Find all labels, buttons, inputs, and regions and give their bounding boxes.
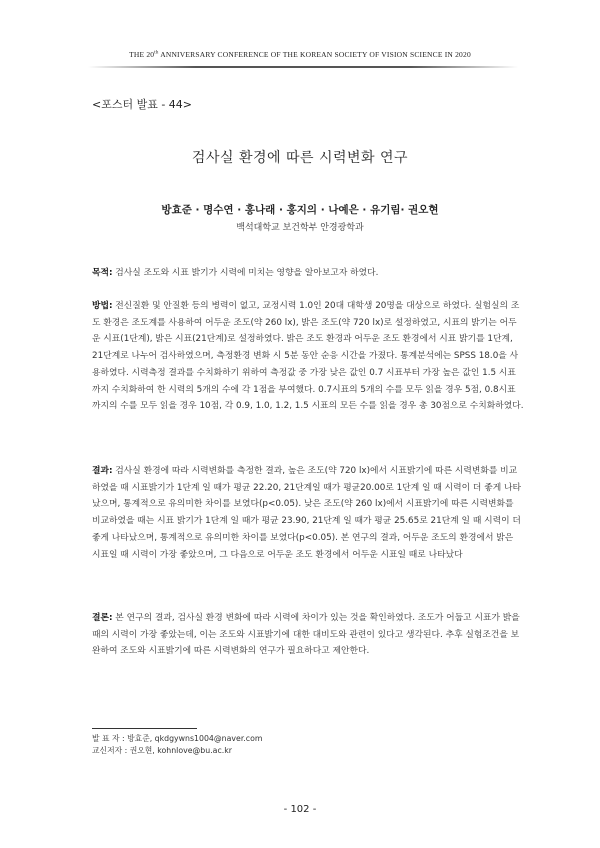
section-text: 전신질환 및 안질환 등의 병력이 없고, 교정시력 1.0인 20대 대학생 20명을 대상으로 하였다. 실험실의 조도 환경은 조도계를 사용하여 어두운 조도(약 260 lx), 밝은 조도(약 720 lx)로 설정하였고, 시표의 밝기는 어두운 시표(1단계), 밝은 시표(21단계)로 설정하였다. 밝은 조도 환경과 어두운 조도 환경에서 시표 밝기를 1단계, 21단계로 나누어 검사하였으며, 측정환경 변화 시 5분 동안 순응 시간을 가졌다. 통계분석에는 SPSS 18.0을 사용하였다. 시력측정 결과를 수치화하기 위하여 측정값 중 가장 낮은 값인 0.7 시표부터 가장 높은 값인 1.5 시표까지 수치화하여 한 시력의 5개의 수에 각 1점을 부여했다. 0.7시표의 5개의 수를 모두 읽을 경우 5점, 0.8시표까지의 수를 모두 읽을 경우 10점, 각 0.9, 1.0, 1.2, 1.5 시표의 모든 수를 읽을 경우 총 30점으로 수치화하였다. (92, 301, 524, 412)
footnote-presenter: 발 표 자 : 방효준, qkdgywns1004@naver.com (92, 734, 263, 743)
affiliation: 백석대학교 보건학부 안경광학과 (236, 223, 364, 233)
footnote-corresponding-author: 교신저자 : 권오현, kohnlove@bu.ac.kr (92, 746, 232, 755)
page-number: - 102 - (283, 804, 317, 815)
section-purpose (92, 265, 524, 282)
paper-title: 검사실 환경에 따른 시력변화 연구 (191, 150, 409, 166)
section-label: 방법: (92, 301, 113, 311)
conference-header: THE 20th ANNIVERSARY CONFERENCE OF THE KOREAN SOCIETY OF VISION SCIENCE IN 2020 (129, 50, 471, 59)
section-methods (92, 298, 524, 415)
section-text: 검사실 환경에 따라 시력변화를 측정한 결과, 높은 조도(약 720 lx)에서 시표밝기에 따른 시력변화를 비교하였을 때 시표밝기가 1단계 일 때가 평균 22.20, 21단계일 때가 평균20.00로 1단계 일 때 시력이 더 좋게 나타났으며, 통계적으로 유의미한 차이를 보였다(p<0.05). 낮은 조도(약 260 lx)에서 시표밝기에 따른 시력변화를 비교하였을 때는 시표 밝기가 1단계 일 때가 평균 23.90, 21단계 일 때가 평균 25.65로 21단계 일 때 시력이 더 좋게 나타났으며, 통계적으로 유의미한 차이를 보였다(p<0.05). 본 연구의 결과, 어두운 조도의 환경에서 밝은 시표일 때 시력이 가장 좋았으며, 그 다음으로 어두운 조도 환경에서 어두운 시표일 때로 나타났다 (92, 466, 522, 560)
section-text: 본 연구의 결과, 검사실 환경 변화에 따라 시력에 차이가 있는 것을 확인하였다. 조도가 어둡고 시표가 밝을 때의 시력이 가장 좋았는데, 이는 조도와 시표밝기에 대한 대비도와 관련이 있다고 생각된다. 추후 실험조건을 보완하여 조도와 시표밝기에 따른 시력변화의 연구가 필요하다고 제안한다. (92, 613, 520, 657)
section-label: 결론: (92, 613, 113, 623)
section-results (92, 463, 524, 563)
author-list: 방효준 · 명수연 · 홍나래 · 홍지의 · 나예은 · 유기림· 권오현 (161, 204, 439, 216)
header-divider (88, 66, 518, 68)
footnote-divider (92, 728, 197, 729)
section-text: 검사실 조도와 시표 밝기가 시력에 미치는 영향을 알아보고자 하였다. (112, 268, 379, 278)
poster-label: <포스터 발표 - 44> (92, 98, 193, 111)
section-label: 목적: (92, 268, 113, 278)
section-label: 결과: (92, 466, 113, 476)
section-conclusion (92, 610, 524, 660)
